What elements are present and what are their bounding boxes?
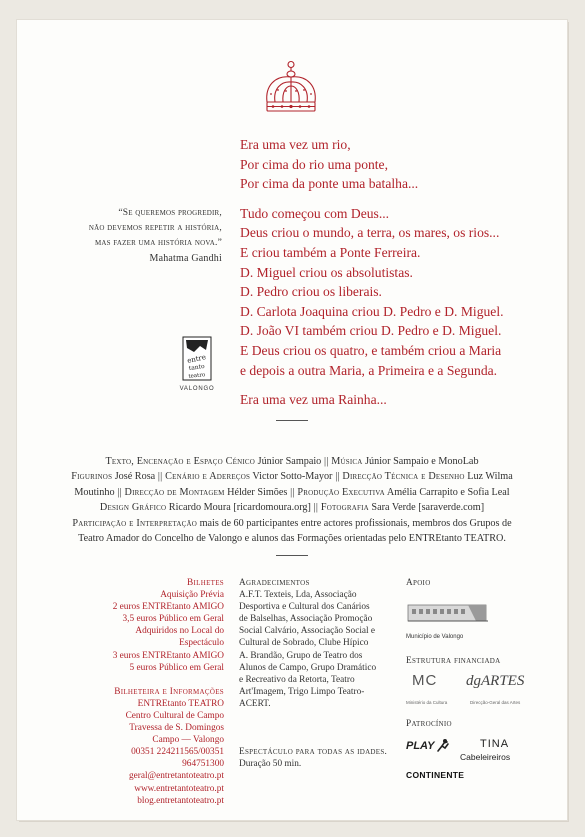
- info-title: Bilheteira e Informações: [114, 686, 224, 697]
- bilhetes-item: 2 euros ENTREtanto AMIGO: [112, 602, 224, 613]
- logo-label: VALONGO: [179, 386, 215, 392]
- apoio-title: Apoio: [406, 578, 431, 588]
- agradecimentos-line: Art'Imagem, Trigo Limpo Teatro-: [239, 686, 365, 697]
- quote-author: Mahatma Gandhi: [149, 253, 222, 264]
- mc-logo: MC: [412, 672, 438, 690]
- credits-line: [37, 516, 547, 531]
- credit-value: Moutinho: [74, 486, 115, 498]
- poem-line: e depois a outra Maria, a Primeira e a Segunda.: [240, 362, 498, 378]
- credit-label: || Direcção Técnica e Desenho: [332, 471, 465, 483]
- agradecimentos-line: Alunos de Campo, Grupo Dramático: [239, 662, 377, 673]
- info-item: Travessa de S. Domingos: [129, 723, 224, 734]
- divider: [276, 420, 308, 421]
- credit-value: Hélder Simões: [224, 486, 288, 498]
- agradecimentos-title: Agradecimentos: [239, 578, 310, 588]
- entretanto-logo: [182, 336, 212, 381]
- flyer-card: [17, 20, 567, 820]
- quote-line: “Se queremos progredir,: [118, 208, 222, 218]
- municipio-label: Município de Valongo: [406, 634, 464, 641]
- poem-line: Era uma vez uma Rainha...: [240, 392, 387, 408]
- credit-value: Sara Verde [saraverde.com]: [368, 502, 485, 514]
- credit-label: || Cenário e Adereços: [155, 471, 251, 483]
- credits-line: [37, 454, 547, 469]
- agradecimentos-line: A.F.T. Texteis, Lda, Associação: [239, 590, 357, 601]
- bilhetes-column: [97, 577, 224, 807]
- credit-value: Victor Sotto-Mayor: [250, 471, 333, 483]
- svg-text:teatro: teatro: [188, 372, 206, 380]
- poem-line: Deus criou o mundo, a terra, os mares, os rios...: [240, 225, 500, 241]
- gandhi-quote: [37, 206, 222, 266]
- info-item: Centro Cultural de Campo: [125, 710, 224, 721]
- agradecimentos-line: Desportiva e Cultural dos Canários: [239, 602, 370, 613]
- apoio-column: [406, 577, 556, 781]
- tina-logo: TINA: [480, 738, 510, 751]
- municipio-building-icon: [406, 601, 491, 627]
- estrutura-logos: [406, 672, 556, 707]
- credit-value: Ricardo Moura [ricardomoura.org]: [166, 502, 311, 514]
- poem-line: Por cima do rio uma ponte,: [240, 156, 388, 172]
- svg-text:tanto: tanto: [188, 362, 206, 373]
- bilhetes-item: Adquiridos no Local do Espectáculo: [135, 626, 224, 649]
- credit-label: || Música: [321, 456, 363, 467]
- info-item: Campo — Valongo: [152, 735, 224, 746]
- poem-line: D. Carlota Joaquina criou D. Pedro e D. Miguel.: [240, 303, 504, 319]
- poem-line: Por cima da ponte uma batalha...: [240, 176, 419, 192]
- credit-value: Júnior Sampaio e MonoLab: [362, 456, 479, 467]
- crown-icon: [261, 60, 321, 116]
- credit-value: Júnior Sampaio: [255, 456, 322, 467]
- credit-value: Luz Wilma: [464, 471, 513, 483]
- credit-value: Amélia Carrapito e Sofia Leal: [384, 486, 510, 498]
- poem-line: D. Pedro criou os liberais.: [240, 284, 382, 300]
- poem-line: E Deus criou os quatro, e também criou a Maria: [240, 342, 502, 358]
- poem: [240, 135, 560, 410]
- patrocinio-title: Patrocínio: [406, 719, 452, 730]
- mc-caption: Ministério da Cultura: [406, 700, 448, 706]
- website-link[interactable]: www.entretantoteatro.pt: [134, 783, 224, 794]
- svg-text:entre: entre: [186, 353, 207, 365]
- patrocinio-logos: [406, 738, 556, 781]
- age-note: Espectáculo para todas as idades.: [239, 747, 388, 758]
- agradecimentos-line: Cultural de Sobrado, Clube Hípico: [239, 638, 369, 649]
- poem-line: D. Miguel criou os absolutistas.: [240, 264, 413, 280]
- credit-label: Figurinos: [71, 471, 113, 483]
- credit-label: || Fotografia: [310, 502, 369, 514]
- credit-value: José Rosa: [112, 471, 156, 483]
- poem-line: Era uma vez um rio,: [240, 137, 351, 152]
- quote-line: mas fazer uma história nova.”: [94, 238, 222, 248]
- bilhetes-item: 3 euros ENTREtanto AMIGO: [112, 650, 224, 661]
- bilhetes-title: Bilhetes: [187, 578, 224, 588]
- credits-line: [37, 469, 547, 484]
- credits-line: [37, 500, 547, 515]
- estrutura-title: Estrutura financiada: [406, 656, 501, 667]
- agradecimentos-line: e Recreativo da Retorta, Teatro: [239, 674, 355, 685]
- agradecimentos-line: Social Calvário, Associação Social e: [239, 626, 376, 637]
- poem-line: Tudo começou com Deus...: [240, 205, 390, 221]
- bilhetes-item: 3,5 euros Público em Geral: [122, 614, 224, 625]
- quote-line: não devemos repetir a história,: [88, 223, 222, 233]
- dgartes-caption: Direcção-Geral das Artes: [470, 700, 521, 706]
- continente-logo: CONTINENTE: [406, 770, 465, 781]
- dgartes-logo: dgARTES: [466, 673, 525, 690]
- tina-cabeleireiros: Cabeleireiros: [460, 752, 511, 763]
- credit-label: || Direcção de Montagem: [114, 486, 225, 498]
- credits: [37, 454, 547, 546]
- credits-line: [37, 531, 547, 546]
- info-item: ENTREtanto TEATRO: [137, 698, 224, 709]
- credit-label: || Produção Executiva: [287, 486, 385, 498]
- credits-line: [37, 485, 547, 500]
- email-link[interactable]: geral@entretantoteatro.pt: [128, 771, 224, 782]
- agradecimentos-line: A. Brandão, Grupo de Teatro dos: [239, 650, 363, 661]
- bilhetes-item: 5 euros Público em Geral: [129, 662, 224, 673]
- agradecimentos-line: ACERT.: [239, 698, 271, 709]
- credit-value: mais de 60 participantes entre actores profissionais, membros dos Grupos de: [197, 517, 512, 529]
- play-logo: PLAY: [406, 740, 435, 753]
- poem-line: E criou também a Ponte Ferreira.: [240, 244, 421, 260]
- credit-label: Participação e Interpretação: [72, 517, 198, 529]
- play-runner-icon: [435, 738, 451, 754]
- duration-note: Duração 50 min.: [239, 759, 302, 770]
- credit-label: Design Gráfico: [99, 502, 167, 514]
- credit-label: Texto, Encenação e Espaço Cénico: [105, 456, 256, 467]
- bilhetes-item: Aquisição Prévia: [160, 590, 224, 601]
- poem-line: D. João VI também criou D. Pedro e D. Miguel.: [240, 323, 502, 339]
- agradecimentos-line: de Balselhas, Associação Promoção: [239, 614, 373, 625]
- phone-numbers: 00351 224211565/00351 964751300: [131, 747, 224, 770]
- divider: [276, 555, 308, 556]
- blog-link[interactable]: blog.entretantoteatro.pt: [137, 795, 224, 806]
- agradecimentos-column: [239, 577, 389, 770]
- credit-value: Teatro Amador do Concelho de Valongo e alunos das Formações orientadas pelo ENTREtanto TEATRO.: [78, 533, 506, 545]
